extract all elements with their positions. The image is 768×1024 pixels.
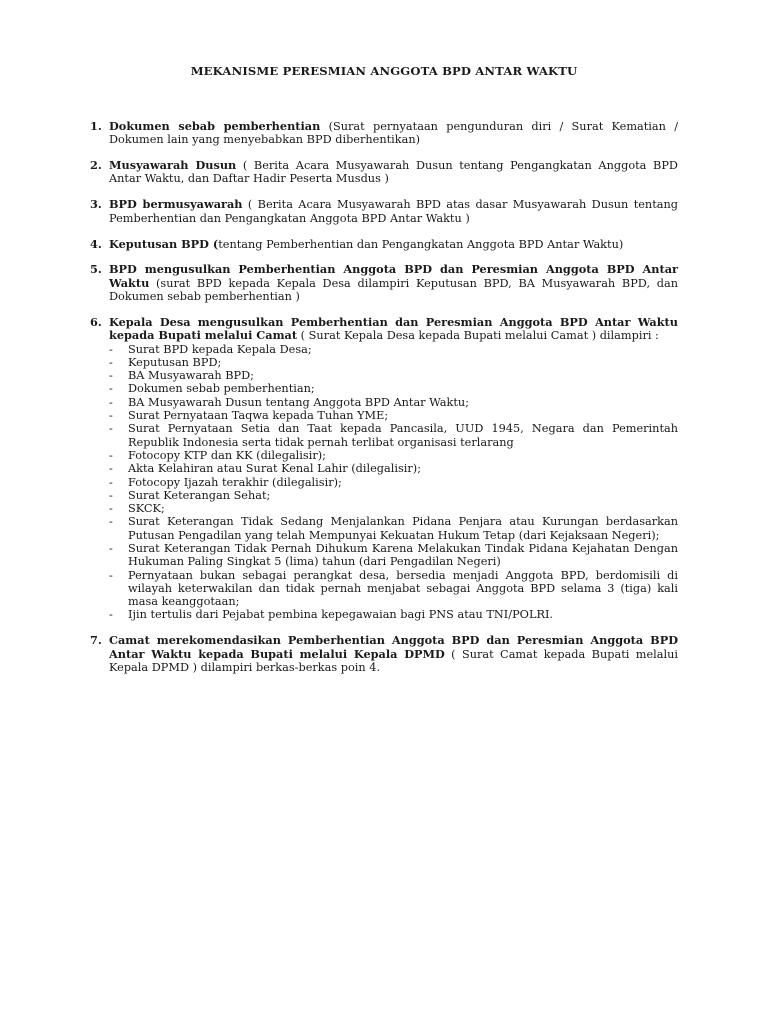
attachment-text: Pernyataan bukan sebagai perangkat desa, bersedia menjadi Anggota BPD, berdomisili di wilayah keterwakilan dan tidak pernah menjabat sebagai Anggota BPD selama 3 (tiga) kali masa keanggotaan;: [128, 568, 678, 609]
dash-bullet: -: [109, 382, 113, 396]
attachment-text: Akta Kelahiran atau Surat Kenal Lahir (dilegalisir);: [128, 462, 422, 476]
attachment-text: Keputusan BPD;: [128, 355, 222, 369]
item-text: ( Surat Camat kepada Bupati melalui Kepala DPMD ) dilampiri berkas-berkas poin 4.: [109, 647, 678, 674]
item-text: ( Berita Acara Musyawarah Dusun tentang Pengangkatan Anggota BPD Antar Waktu, dan Daftar Hadir Peserta Musdus ): [109, 159, 678, 186]
list-item: [90, 316, 678, 622]
attachment-text: Surat Pernyataan Setia dan Taat kepada Pancasila, UUD 1945, Negara dan Pemerintah Republik Indonesia serta tidak pernah terlibat organisasi terlarang: [128, 422, 678, 449]
list-item: [90, 159, 678, 186]
item-heading: Keputusan BPD (: [109, 236, 219, 251]
dash-bullet: -: [109, 488, 113, 502]
attachment-item: [109, 369, 678, 382]
attachment-item: [109, 489, 678, 502]
attachment-text: BA Musyawarah Dusun tentang Anggota BPD Antar Waktu;: [128, 395, 470, 409]
item-heading: BPD bermusyawarah: [109, 197, 243, 212]
list-item: [90, 120, 678, 147]
item-text: tentang Pemberhentian dan Pengangkatan Anggota BPD Antar Waktu): [218, 237, 624, 251]
attachment-item: [109, 476, 678, 489]
attachment-list: [109, 343, 678, 622]
attachment-item: [109, 502, 678, 515]
dash-bullet: -: [109, 475, 113, 489]
dash-bullet: -: [109, 355, 113, 369]
attachment-item: [109, 449, 678, 462]
dash-bullet: -: [109, 462, 113, 476]
list-item: [90, 263, 678, 303]
item-number: 2.: [90, 158, 102, 173]
attachment-item: [109, 608, 678, 621]
dash-bullet: -: [109, 608, 113, 622]
attachment-item: [109, 462, 678, 475]
attachment-text: Surat BPD kepada Kepala Desa;: [128, 342, 312, 356]
list-item: [90, 198, 678, 225]
item-heading: Musyawarah Dusun: [109, 158, 237, 173]
list-item: [90, 238, 678, 251]
attachment-item: [109, 343, 678, 356]
attachment-item: [109, 542, 678, 569]
attachment-text: Dokumen sebab pemberhentian;: [128, 382, 315, 396]
procedure-list: [90, 120, 678, 687]
attachment-item: [109, 422, 678, 449]
item-number: 3.: [90, 197, 102, 212]
attachment-text: Surat Keterangan Tidak Sedang Menjalankan Pidana Penjara atau Kurungan berdasarkan Putusan Pengadilan yang telah Mempunyai Kekuatan Hukum Tetap (dari Kejaksaan Negeri);: [128, 515, 678, 542]
item-number: 7.: [90, 633, 102, 648]
item-heading: BPD mengusulkan Pemberhentian Anggota BPD dan Peresmian Anggota BPD Antar Waktu: [109, 262, 678, 290]
attachment-item: [109, 409, 678, 422]
item-number: 1.: [90, 119, 102, 133]
attachment-item: [109, 396, 678, 409]
attachment-text: BA Musyawarah BPD;: [128, 369, 254, 383]
item-heading: Dokumen sebab pemberhentian: [109, 119, 321, 133]
attachment-item: [109, 569, 678, 609]
dash-bullet: -: [109, 515, 113, 529]
attachment-text: Surat Keterangan Tidak Pernah Dihukum Karena Melakukan Tindak Pidana Kejahatan Dengan Hukuman Paling Singkat 5 (lima) tahun (dari Pengadilan Negeri): [128, 541, 678, 569]
attachment-item: [109, 356, 678, 369]
attachment-text: Fotocopy Ijazah terakhir (dilegalisir);: [128, 475, 342, 489]
item-text: (Surat pernyataan pengunduran diri / Surat Kematian / Dokumen lain yang menyebabkan BPD diberhentikan): [109, 120, 679, 147]
dash-bullet: -: [109, 395, 113, 409]
dash-bullet: -: [109, 448, 113, 462]
attachment-item: [109, 515, 678, 542]
attachment-item: [109, 382, 678, 395]
dash-bullet: -: [109, 369, 113, 383]
attachment-text: Ijin tertulis dari Pejabat pembina kepegawaian bagi PNS atau TNI/POLRI.: [128, 608, 554, 622]
dash-bullet: -: [109, 422, 113, 436]
document-title: MEKANISME PERESMIAN ANGGOTA BPD ANTAR WAKTU: [190, 64, 578, 78]
item-number: 5.: [90, 262, 102, 277]
item-text: (surat BPD kepada Kepala Desa dilampiri Keputusan BPD, BA Musyawarah BPD, dan Dokumen sebab pemberhentian ): [109, 276, 678, 304]
item-heading: Camat merekomendasikan Pemberhentian Anggota BPD dan Peresmian Anggota BPD Antar Waktu kepada Bupati melalui Kepala DPMD: [109, 633, 678, 661]
item-number: 4.: [90, 236, 102, 251]
list-item: [90, 634, 678, 674]
dash-bullet: -: [109, 541, 113, 555]
item-heading: Kepala Desa mengusulkan Pemberhentian dan Peresmian Anggota BPD Antar Waktu kepada Bupati melalui Camat: [109, 314, 678, 343]
dash-bullet: -: [109, 409, 113, 423]
item-number: 6.: [90, 314, 102, 329]
dash-bullet: -: [109, 568, 113, 582]
attachment-text: SKCK;: [128, 502, 165, 516]
attachment-text: Surat Keterangan Sehat;: [128, 488, 271, 502]
dash-bullet: -: [109, 502, 113, 516]
attachment-text: Surat Pernyataan Taqwa kepada Tuhan YME;: [128, 409, 389, 423]
item-text: ( Berita Acara Musyawarah BPD atas dasar Musyawarah Dusun tentang Pemberhentian dan Pengangkatan Anggota BPD Antar Waktu ): [109, 198, 678, 225]
dash-bullet: -: [109, 342, 113, 356]
attachment-text: Fotocopy KTP dan KK (dilegalisir);: [128, 448, 326, 462]
item-text: ( Surat Kepala Desa kepada Bupati melalui Camat ) dilampiri :: [297, 329, 659, 343]
